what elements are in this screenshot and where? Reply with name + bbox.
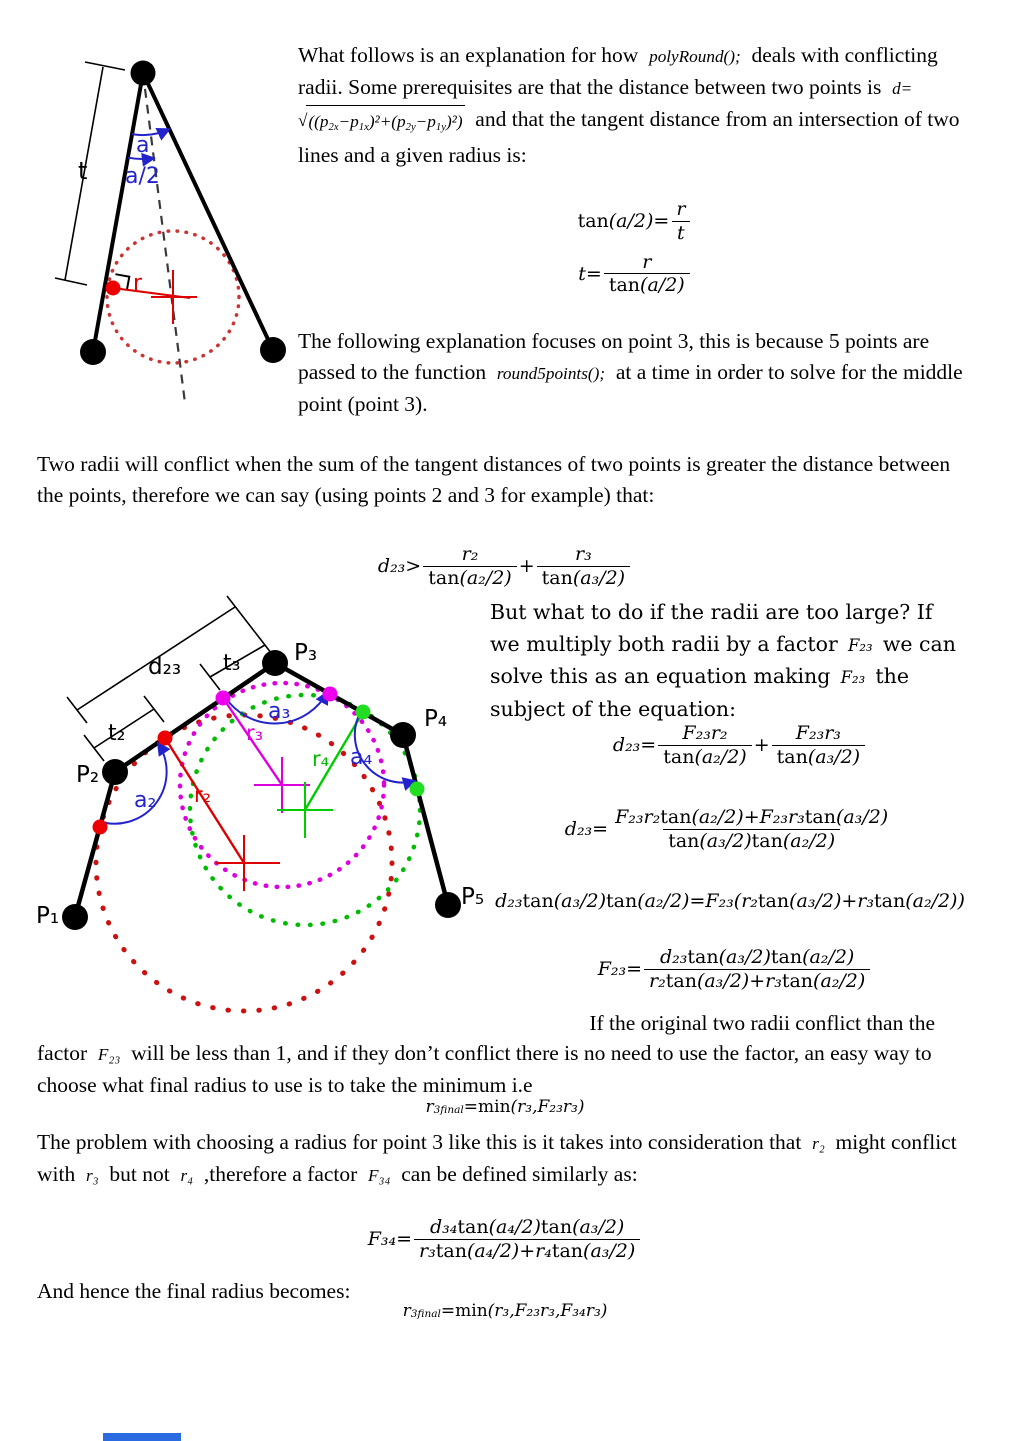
paragraph-original-conflict-rest: factor F₂₃ will be less than 1, and if they don’t conflict there is no need to use the factor, an easy way to choose what final radius to use is to take the minimum i.e xyxy=(37,1041,932,1097)
p5-point xyxy=(435,892,461,918)
t2-label: t₂ xyxy=(108,721,126,746)
a3-label: a₃ xyxy=(268,699,291,724)
formula-f23: F₂₃= $\frac{\text{d₂₃tan(a₃/2)tan(a₂/2)}}{\text{r₂tan(a₃/2)+r₃tan(a₂/2)}}$ xyxy=(575,946,895,993)
p1-point xyxy=(62,904,88,930)
p2-label: P₂ xyxy=(76,762,100,788)
a4-label: a₄ xyxy=(350,745,373,770)
right-point xyxy=(260,337,286,363)
a2-label: a₂ xyxy=(134,788,157,813)
r4-label: r₄ xyxy=(312,747,330,771)
bisector-dashed-line xyxy=(143,73,185,403)
r3-label: r₃ xyxy=(246,721,264,745)
paragraph-original-conflict-line1: If the original two radii conflict than the xyxy=(589,1011,935,1035)
t-measure-tick-top xyxy=(85,62,125,70)
right-edge-line xyxy=(143,73,273,350)
t2-right-tick xyxy=(144,696,164,722)
angle-tangent-diagram-svg xyxy=(40,52,300,412)
tangent-point-red-1 xyxy=(158,731,173,746)
t3-label: t₃ xyxy=(223,651,241,676)
r2-label: r₂ xyxy=(194,783,212,807)
p4-point xyxy=(390,722,416,748)
formula-d23-inequality: d₂₃> $\frac{\text{r₂}}{\text{tan(a₂/2)}}$ + $\frac{\text{r₃}}{\text{tan(a₃/2)}}$ xyxy=(345,543,665,590)
p5-label: P₅ xyxy=(461,884,485,910)
paragraph-problem: The problem with choosing a radius for point 3 like this is it takes into consideration that r₂ might conflict with r₃ but not r₄ ,therefore a factor F₃₄ can be defined similarly as: xyxy=(37,1130,957,1186)
formula-d23-combined: d₂₃= $\frac{\text{F₂₃r₂tan(a₂/2)+F₂₃r₃tan(a₃/2)}}{\text{tan(a₃/2)tan(a₂/2)}}$ xyxy=(564,806,889,852)
d23-label: d₂₃ xyxy=(148,654,182,680)
paragraph-intro: What follows is an explanation for how polyRound(); deals with conflicting radii. Some prerequisites are that the distance between two points is d= √ ((p2x−p1x)²+(p2y−p1y)²) and that the tangent distance from an intersection of two lines and a given radius is: xyxy=(298,43,960,167)
t-measure-tick-bottom xyxy=(55,278,87,285)
formula-d23-with-factor: d₂₃= $\frac{\text{F₂₃r₂}}{\text{tan(a₂/2)}}$ + $\frac{\text{F₂₃r₃}}{\text{tan(a₃/2)}}$ xyxy=(580,722,900,769)
p4-label: P₄ xyxy=(424,706,448,732)
formula-group-tangent xyxy=(460,198,810,297)
formula-r3final-min-all: r 3final =min(r₃,F₂₃r₃,F₃₄r₃) xyxy=(402,1301,608,1321)
polygon-points-diagram xyxy=(28,592,488,1037)
formula-tan-half: tan(a/2)= $\frac{r}{t}$ xyxy=(578,198,693,245)
tangent-point-red-2 xyxy=(93,820,108,835)
paragraph-point3: The following explanation focuses on point 3, this is because 5 points are passed to the function round5points(); at a time in order to solve for the middle point (point 3). xyxy=(298,329,963,416)
t-label: t xyxy=(78,157,88,185)
d23-left-tick xyxy=(67,697,87,723)
p2-point xyxy=(102,759,128,785)
p1-label: P₁ xyxy=(36,903,60,929)
tangent-point-magenta-1 xyxy=(216,691,231,706)
formula-r3final-min: r 3final =min(r₃,F₂₃r₃) xyxy=(425,1097,585,1117)
formula-d23-cross-multiplied: d₂₃tan(a₃/2)tan(a₂/2)=F₂₃(r₂tan(a₃/2)+r₃tan(a₂/2)) xyxy=(495,890,965,912)
paragraph-final-radius: And hence the final radius becomes: xyxy=(37,1279,351,1303)
a-half-label: a/2 xyxy=(125,164,160,189)
angle-tangent-diagram xyxy=(40,52,300,417)
paragraph-conflict: Two radii will conflict when the sum of the tangent distances of two points is greater the distance between the points, therefore we can say (using points 2 and 3 for example) that: xyxy=(37,452,951,507)
p3-label: P₃ xyxy=(294,640,318,666)
formula-t: t= $\frac{r}{\tan(a/2)}$ xyxy=(578,251,691,298)
t3-left-tick xyxy=(200,664,220,690)
left-edge-line xyxy=(93,73,143,352)
tangent-point xyxy=(106,281,121,296)
tangent-point-magenta-2 xyxy=(323,687,338,702)
formula-f34: F₃₄= $\frac{\text{d₃₄tan(a₄/2)tan(a₃/2)}}{\text{r₃tan(a₄/2)+r₄tan(a₃/2)}}$ xyxy=(360,1216,650,1263)
vertex-point xyxy=(131,61,156,86)
left-point xyxy=(80,339,106,365)
window-edge-artifact-bar xyxy=(103,1433,181,1441)
t2-left-tick xyxy=(84,735,104,761)
paragraph-factor: But what to do if the radii are too large? If we multiply both radii by a factor F₂₃ we can solve this as an equation making F₂₃ the subject of the equation: xyxy=(490,600,956,721)
p3-guide-line xyxy=(227,596,275,658)
polygon-points-diagram-svg xyxy=(28,592,488,1032)
tangent-point-green-1 xyxy=(356,705,371,720)
a-label: a xyxy=(136,133,150,158)
r-label: r xyxy=(133,271,143,296)
tangent-point-green-2 xyxy=(410,782,425,797)
p3-point xyxy=(262,650,288,676)
